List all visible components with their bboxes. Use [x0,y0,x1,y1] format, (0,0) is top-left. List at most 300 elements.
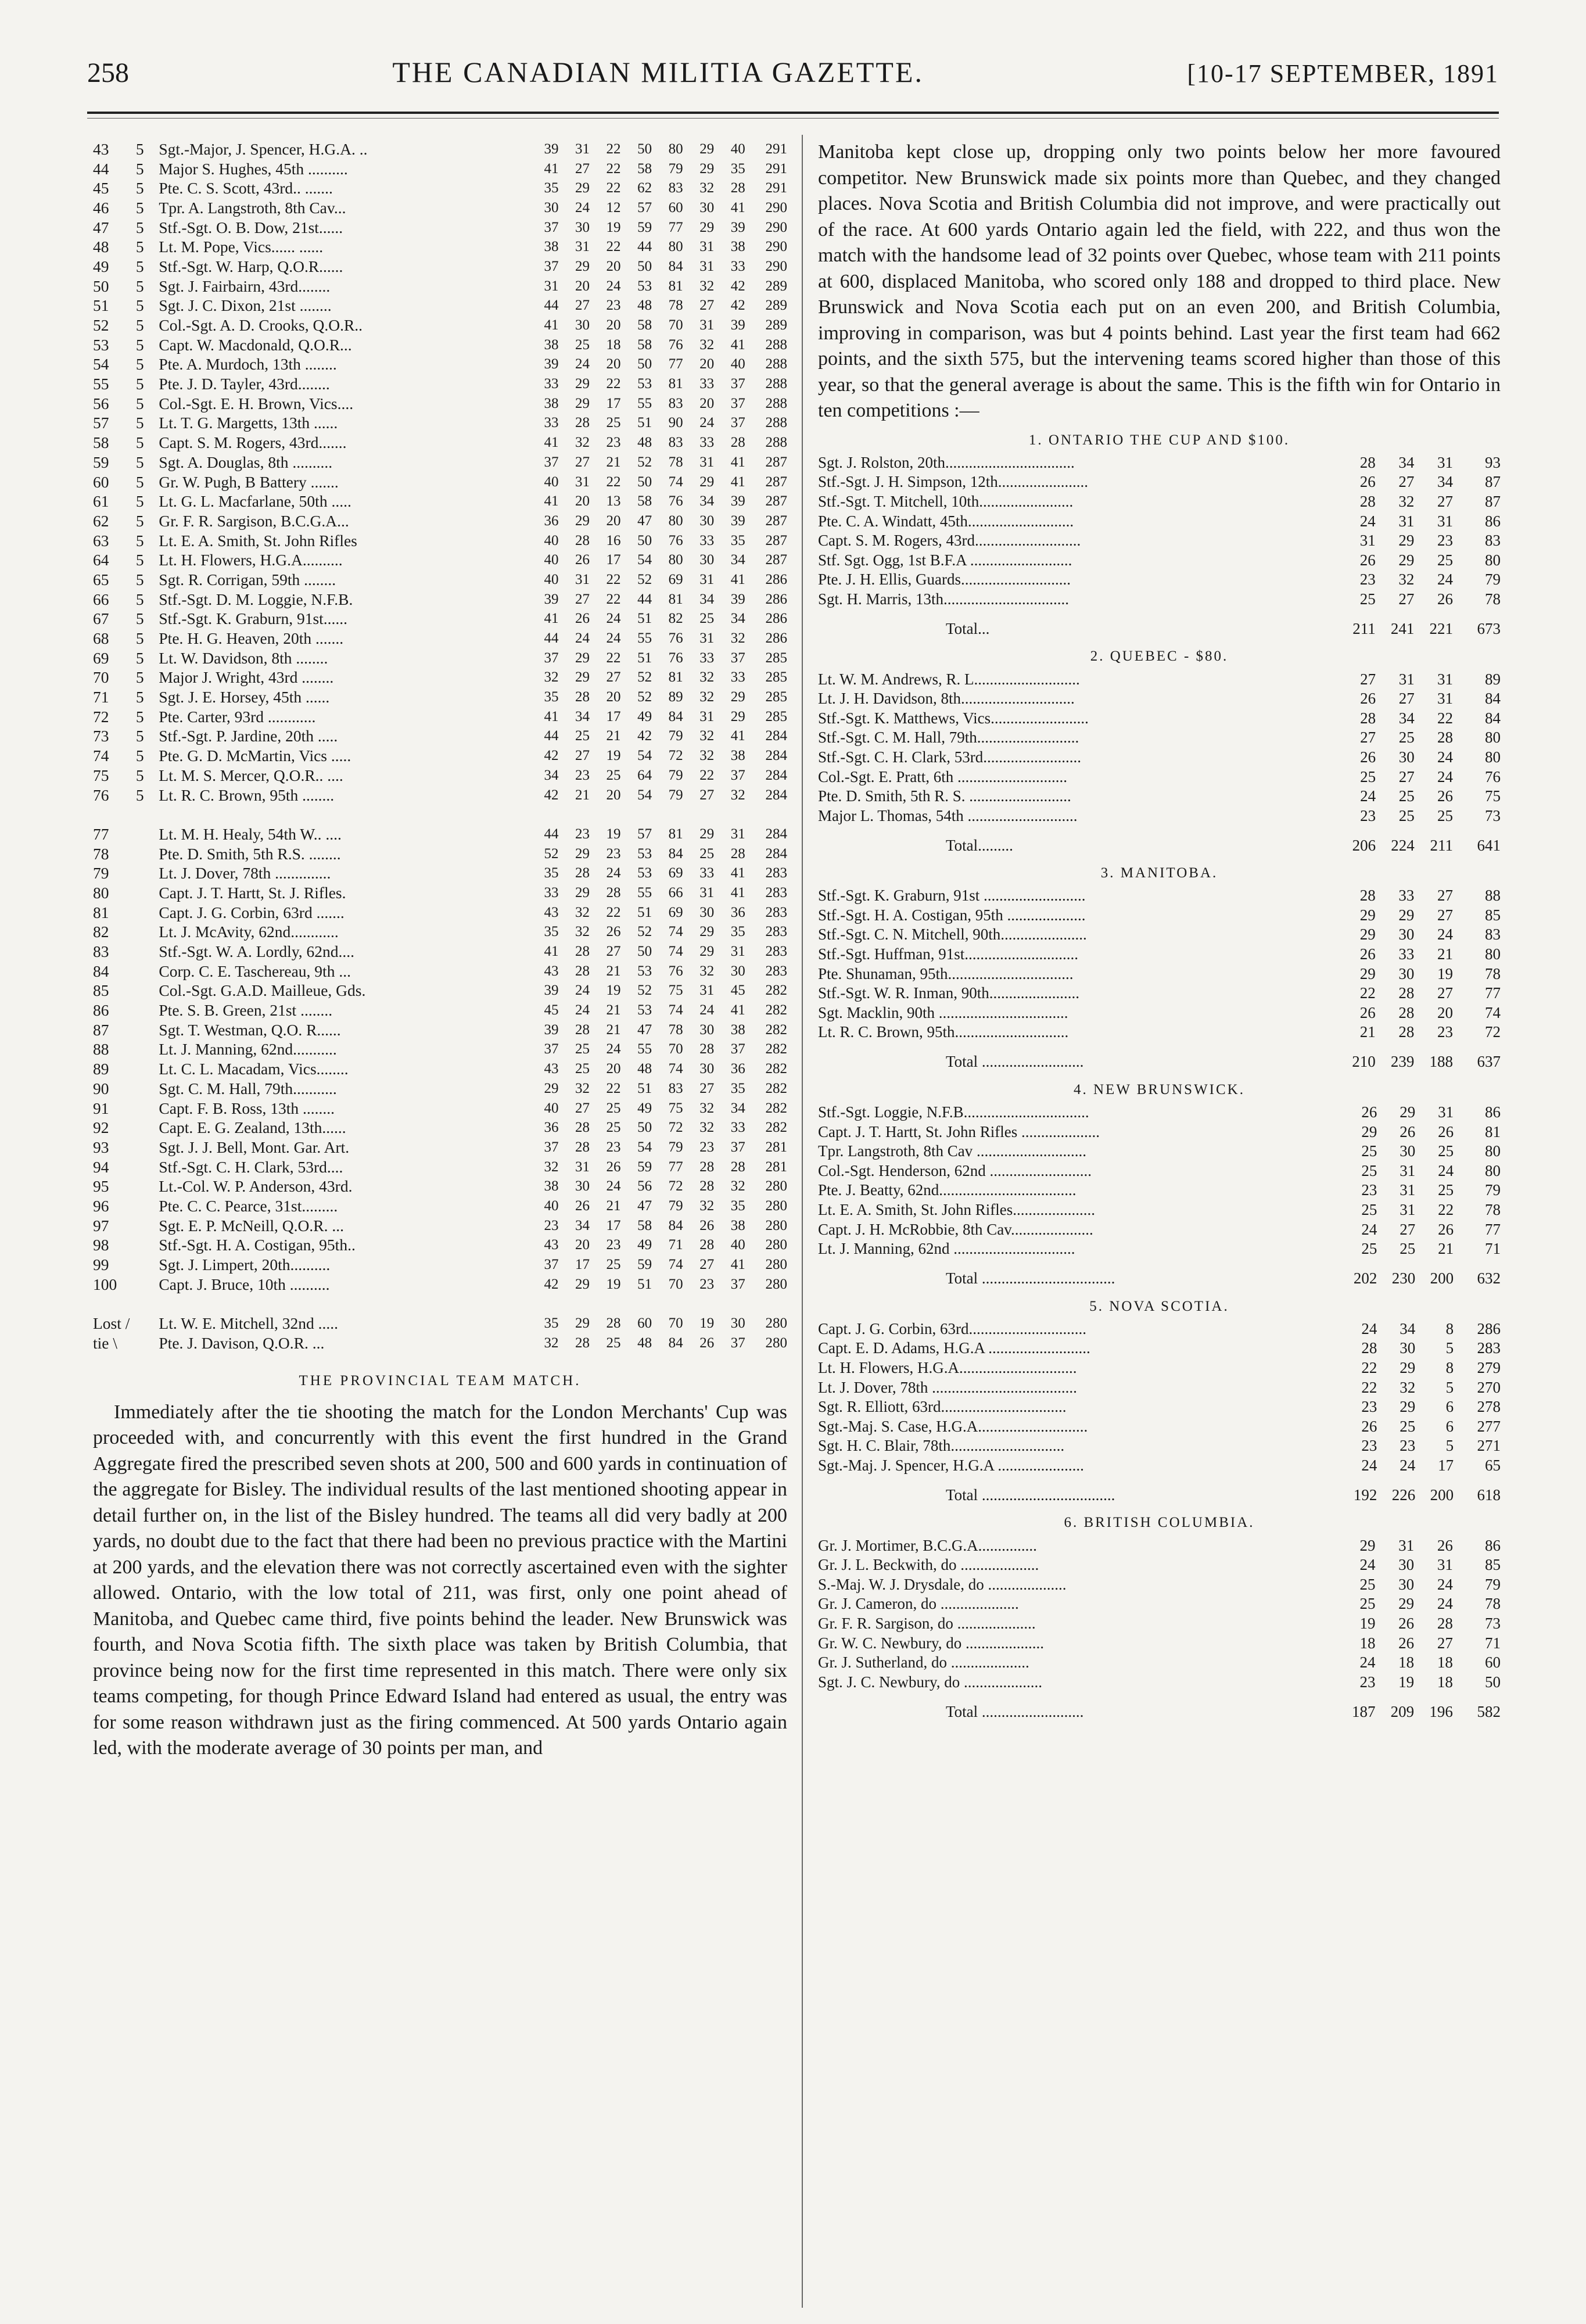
rank-cell: 61 [93,492,109,511]
range-total: 192 [1353,1486,1377,1504]
score-cell: 20 [606,512,621,529]
score-cell: 40 [730,141,745,157]
stage-cell [136,1000,159,1020]
team-title: 6. BRITISH COLUMBIA. [1064,1515,1255,1531]
stage-cell: 5 [135,688,144,706]
score-cell: 20 [575,1237,590,1253]
total-cell: 280 [765,1315,787,1332]
article-heading: THE PROVINCIAL TEAM MATCH. [299,1372,582,1389]
team-title: 1. ONTARIO THE CUP AND $100. [1028,432,1290,448]
score-cell: 32 [699,1197,715,1214]
rank-cell: 45 [93,179,109,198]
range-score: 27 [1398,768,1415,786]
table-row [93,1314,787,1333]
member-name: Pte. C. A. Windatt, 45th........................... [818,512,1074,530]
range-score: 29 [1400,1358,1416,1376]
stage-cell: 5 [135,492,144,511]
score-cell: 33 [730,258,745,274]
score-cell: 72 [668,1120,683,1136]
score-cell: 55 [637,395,652,411]
team-title: 4. NEW BRUNSWICK. [1074,1081,1245,1098]
rank-cell: 62 [93,511,109,530]
table-row [93,453,787,472]
member-total: 79 [1485,1575,1501,1593]
score-cell: 69 [668,865,683,881]
team-member-row [818,689,1501,709]
rank-cell: 88 [93,1040,109,1059]
range-score: 27 [1400,1220,1416,1238]
member-name: Sgt.-Maj. S. Case, H.G.A............................ [818,1417,1088,1435]
score-cell: 26 [606,1159,621,1175]
range-score: 25 [1361,1201,1377,1219]
stage-cell: 5 [135,648,144,667]
score-cell: 24 [699,415,715,431]
rank-cell: 76 [93,786,109,804]
page-number: 258 [87,58,129,88]
member-total: 80 [1485,1161,1501,1179]
member-name: Gr. J. Sutherland, do .................... [818,1654,1029,1672]
range-total: 221 [1429,619,1454,637]
score-cell: 39 [544,356,559,372]
score-cell: 37 [730,1041,745,1057]
team-member-row [818,1633,1501,1653]
score-cell: 27 [699,787,715,803]
range-score: 34 [1398,453,1415,471]
table-row [93,1059,787,1079]
right-column [818,139,1501,1731]
table-row [93,1275,787,1294]
score-cell: 28 [730,180,745,196]
stage-cell [136,1079,159,1099]
total-label: Total .......................... [946,1702,1084,1720]
total-cell: 284 [765,787,787,803]
score-cell: 51 [637,1276,652,1292]
score-cell: 33 [544,376,559,392]
rank-cell: 87 [93,1020,109,1039]
score-cell: 20 [575,278,590,294]
team-member-row [818,550,1501,570]
stage-cell: 5 [135,139,144,158]
total-cell: 284 [765,845,787,862]
score-cell: 38 [544,395,559,411]
stage-cell [136,1333,159,1353]
score-cell: 32 [575,924,590,940]
team-member-row [818,945,1501,964]
score-cell: 44 [544,630,559,647]
stage-cell: 5 [135,238,144,256]
score-cell: 41 [730,571,745,587]
table-row [93,883,787,903]
score-cell: 22 [606,239,621,255]
score-cell: 52 [637,689,652,705]
range-score: 33 [1398,887,1415,905]
range-score: 23 [1361,1398,1377,1416]
score-cell: 84 [668,1217,683,1233]
competitor-name: Sgt. T. Westman, Q.O. R...... [159,1020,341,1039]
score-cell: 19 [606,826,621,842]
table-row [93,570,787,590]
score-cell: 28 [699,1159,715,1175]
score-cell: 51 [637,1080,652,1096]
stage-cell [136,1275,159,1294]
range-score: 30 [1398,1556,1415,1574]
score-cell: 28 [575,963,590,979]
score-cell: 20 [606,787,621,803]
member-name: Stf.-Sgt. H. A. Costigan, 95th .................... [818,906,1086,924]
competitor-name: Lt. T. G. Margetts, 13th ...... [159,414,338,432]
member-name: Lt. H. Flowers, H.G.A.............................. [818,1358,1077,1376]
score-cell: 35 [730,924,745,940]
score-cell: 25 [606,1120,621,1136]
member-name: Lt. W. M. Andrews, R. L........................... [818,670,1080,688]
score-cell: 22 [606,591,621,607]
score-cell: 20 [606,1061,621,1077]
score-cell: 71 [668,1237,683,1253]
score-cell: 81 [668,278,683,294]
table-row [93,746,787,766]
range-total: 226 [1391,1486,1416,1504]
range-score: 25 [1400,1417,1416,1435]
member-total: 85 [1485,906,1501,924]
competitor-name: Pte. J. Davison, Q.O.R. ... [159,1333,325,1352]
total-cell: 288 [765,415,787,431]
table-row [93,590,787,609]
table-row [93,277,787,296]
member-total: 73 [1485,806,1501,824]
score-cell: 48 [637,435,652,451]
stage-cell: 5 [135,159,144,178]
range-score: 28 [1398,1003,1415,1021]
score-cell: 41 [730,1257,745,1273]
range-score: 20 [1437,1003,1453,1021]
team-table [818,1103,1501,1290]
range-score: 26 [1361,1103,1377,1121]
score-cell: 17 [606,708,621,725]
score-cell: 26 [699,1217,715,1233]
rank-cell: 89 [93,1060,109,1078]
stage-cell: 5 [135,394,144,413]
competitor-name: Sgt. R. Corrigan, 59th ........ [159,570,336,589]
range-score: 29 [1398,532,1415,550]
total-cell: 281 [765,1139,787,1155]
score-cell: 25 [575,336,590,353]
member-total: 86 [1485,1103,1501,1121]
range-score: 30 [1400,1339,1416,1357]
member-total: 81 [1485,1122,1501,1141]
score-cell: 53 [637,865,652,881]
competitor-name: Col.-Sgt. E. H. Brown, Vics.... [159,394,354,413]
member-total: 86 [1485,1536,1501,1554]
score-cell: 59 [637,1257,652,1273]
competitor-name: Pte. H. G. Heaven, 20th ....... [159,629,344,648]
range-score: 26 [1438,1122,1454,1141]
score-cell: 21 [606,1197,621,1214]
member-total: 78 [1485,1595,1501,1613]
range-score: 5 [1445,1437,1454,1455]
publication-title: THE CANADIAN MILITIA GAZETTE. [392,56,924,88]
competitor-name: Col.-Sgt. G.A.D. Mailleue, Gds. [159,981,366,1000]
score-cell: 31 [699,454,715,470]
range-score: 26 [1438,1220,1454,1238]
score-cell: 28 [575,944,590,960]
score-cell: 33 [699,532,715,548]
stage-cell: 5 [135,609,144,628]
rank-cell: 63 [93,531,109,550]
range-score: 26 [1360,690,1376,708]
score-cell: 28 [575,532,590,548]
member-name: Major L. Thomas, 54th ............................ [818,806,1078,824]
score-cell: 29 [575,258,590,274]
table-row [93,824,787,844]
score-cell: 28 [730,845,745,862]
table-row [93,629,787,648]
score-cell: 28 [575,689,590,705]
score-cell: 34 [575,1217,590,1233]
total-cell: 290 [765,219,787,235]
score-cell: 33 [699,376,715,392]
team-total: 673 [1477,619,1501,637]
score-cell: 50 [637,356,652,372]
score-cell: 19 [606,748,621,764]
range-total: 210 [1352,1053,1376,1071]
rank-cell: 70 [93,668,109,687]
rank-cell: 47 [93,218,109,236]
score-cell: 22 [606,474,621,490]
score-cell: 32 [699,669,715,686]
score-cell: 39 [544,591,559,607]
score-cell: 76 [668,493,683,510]
member-total: 78 [1485,590,1501,608]
score-cell: 44 [544,826,559,842]
score-cell: 29 [699,219,715,235]
score-cell: 52 [637,924,652,940]
row-spacer [93,1294,787,1314]
stage-cell: 5 [135,218,144,236]
total-cell: 287 [765,493,787,510]
score-cell: 31 [730,944,745,960]
score-cell: 23 [575,826,590,842]
team-member-row [818,511,1501,531]
total-cell: 287 [765,474,787,490]
score-cell: 31 [575,239,590,255]
score-cell: 41 [544,611,559,627]
range-score: 26 [1359,473,1376,491]
table-row [93,492,787,511]
rank-cell: 79 [93,864,109,883]
total-label: Total .................................. [946,1269,1115,1287]
rank-cell: 55 [93,375,109,393]
score-cell: 34 [699,493,715,510]
range-score: 31 [1400,1161,1416,1179]
total-cell: 280 [765,1217,787,1233]
stage-cell: 5 [135,629,144,648]
competitor-name: Lt. W. E. Mitchell, 32nd ..... [159,1314,338,1333]
score-cell: 28 [699,1237,715,1253]
team-member-row [818,1200,1501,1220]
range-score: 28 [1437,729,1454,747]
score-cell: 31 [699,982,715,999]
score-cell: 41 [544,317,559,333]
score-cell: 33 [544,884,559,901]
range-score: 31 [1437,670,1454,688]
competitor-name: Gr. F. R. Sargison, B.C.G.A... [159,511,349,530]
stage-cell: 5 [135,257,144,275]
table-row [93,1079,787,1099]
team-total-row [818,826,1501,857]
score-cell: 32 [544,1159,559,1175]
team-total-row [818,1692,1501,1723]
score-cell: 64 [637,767,652,783]
score-cell: 21 [606,728,621,744]
score-cell: 24 [606,630,621,647]
score-cell: 36 [730,904,745,920]
member-total: 80 [1485,748,1501,766]
score-cell: 70 [668,1315,683,1332]
rank-cell: 74 [93,747,109,765]
competitor-name: Major S. Hughes, 45th .......... [159,159,348,178]
team-table [818,886,1501,1074]
team-member-row [818,492,1501,512]
score-cell: 80 [668,552,683,568]
member-name: Sgt. J. C. Newbury, do .................... [818,1673,1043,1691]
score-cell: 76 [668,532,683,548]
member-total: 89 [1485,670,1501,688]
range-score: 23 [1437,532,1454,550]
score-cell: 53 [637,845,652,862]
range-total: 206 [1352,836,1376,854]
score-cell: 27 [575,160,590,177]
score-cell: 72 [668,1178,683,1195]
table-row [93,648,787,668]
range-score: 8 [1445,1319,1454,1337]
rank-cell: 65 [93,570,109,589]
team-total: 641 [1477,836,1501,854]
table-row [93,962,787,981]
table-row [93,844,787,864]
range-score: 25 [1398,806,1415,824]
score-cell: 32 [544,669,559,686]
range-score: 27 [1437,887,1453,905]
range-score: 31 [1398,512,1415,530]
score-cell: 32 [544,1335,559,1351]
range-score: 21 [1437,945,1453,963]
member-total: 78 [1485,1201,1501,1219]
score-cell: 79 [668,767,683,783]
score-cell: 44 [637,591,652,607]
score-cell: 52 [637,669,652,686]
score-cell: 37 [730,1335,745,1351]
score-cell: 36 [730,1061,745,1077]
score-cell: 38 [730,1021,745,1038]
score-cell: 84 [668,708,683,725]
score-cell: 40 [544,532,559,548]
score-cell: 69 [668,571,683,587]
score-cell: 54 [637,748,652,764]
score-cell: 41 [544,708,559,725]
member-total: 79 [1485,571,1501,589]
score-cell: 70 [668,317,683,333]
competitor-name: Stf.-Sgt. P. Jardine, 20th ..... [159,727,338,745]
score-cell: 30 [730,963,745,979]
member-total: 79 [1485,1181,1501,1199]
score-cell: 27 [699,1257,715,1273]
rank-cell: 100 [93,1275,117,1293]
total-cell: 289 [765,317,787,333]
total-cell: 285 [765,669,787,686]
competitor-name: Stf.-Sgt. W. A. Lordly, 62nd.... [159,942,355,961]
team-member-row [818,1536,1501,1555]
range-score: 29 [1359,964,1376,982]
score-cell: 41 [730,336,745,353]
stage-cell [136,1020,159,1040]
member-name: Stf.-Sgt. C. M. Hall, 79th.......................... [818,729,1079,747]
score-cell: 37 [544,1139,559,1155]
range-score: 25 [1359,590,1376,608]
team-title: 3. MANITOBA. [1100,865,1218,881]
stage-cell [136,1099,159,1118]
team-member-row [818,748,1501,768]
team-member-row [818,1319,1501,1339]
score-cell: 25 [699,611,715,627]
team-member-row [818,669,1501,689]
score-cell: 37 [544,258,559,274]
score-cell: 33 [699,865,715,881]
score-cell: 42 [637,728,652,744]
article-paragraph-1: Immediately after the tie shooting the match for the London Merchants' Cup was proceeded with, and concurrently with this event the first hundred in the Grand Aggregate fired the prescribed seven shots at 200, 500 and 600 yards in continuation of the aggregate for Bisley. The individual results of the last mentioned shooting appear in detail further on, in the list of the Bisley hundred. The teams all did very badly at 200 yards, no doubt due to the fact that there had been no previous practice with the Martini at 200 yards, and the elevation there was not correctly ascertained even with the sighter allowed. Ontario, with the low total of 211, was first, only one point ahead of Manitoba, and Quebec came third, five points behind the leader. New Brunswick was fourth, and Nova Scotia fifth. The sixth place was taken by British Columbia, that province being now for the first time represented in this match. There were only six teams competing, for though Prince Edward Island had entered as usual, the entry was for some reason withdrawn just as the firing commenced. At 500 yards Ontario again led, with the moderate average of 30 points per man, and [93,1401,787,1759]
score-cell: 25 [606,767,621,783]
range-score: 28 [1437,1614,1453,1632]
team-table [818,1536,1501,1723]
stage-cell [136,1177,159,1196]
range-score: 28 [1360,709,1376,727]
range-score: 24 [1437,748,1454,766]
score-cell: 34 [730,552,745,568]
table-row [93,863,787,883]
score-cell: 40 [544,552,559,568]
score-cell: 37 [730,376,745,392]
total-cell: 281 [765,1159,787,1175]
score-cell: 32 [730,787,745,803]
range-score: 22 [1437,709,1454,727]
total-cell: 290 [765,239,787,255]
score-cell: 32 [730,1178,745,1195]
total-cell: 283 [765,944,787,960]
range-score: 26 [1400,1122,1416,1141]
score-cell: 31 [575,474,590,490]
team-total-row [818,1475,1501,1507]
table-row [93,198,787,218]
score-cell: 35 [730,160,745,177]
score-cell: 58 [637,317,652,333]
score-cell: 83 [668,435,683,451]
team-member-row [818,1023,1501,1042]
score-cell: 51 [637,904,652,920]
range-score: 27 [1437,906,1453,924]
range-score: 22 [1359,984,1376,1002]
score-cell: 72 [668,748,683,764]
score-cell: 34 [699,591,715,607]
range-score: 25 [1437,551,1454,569]
score-cell: 79 [668,1139,683,1155]
rank-cell: 60 [93,472,109,491]
score-cell: 33 [544,415,559,431]
member-name: Capt. J. H. McRobbie, 8th Cav..................... [818,1220,1093,1238]
score-cell: 43 [544,1237,559,1253]
competitor-name: Sgt. J. C. Dixon, 21st ........ [159,296,332,315]
stage-cell: 5 [135,570,144,589]
bisley-rankings-table [93,139,787,1353]
score-cell: 27 [699,1080,715,1096]
